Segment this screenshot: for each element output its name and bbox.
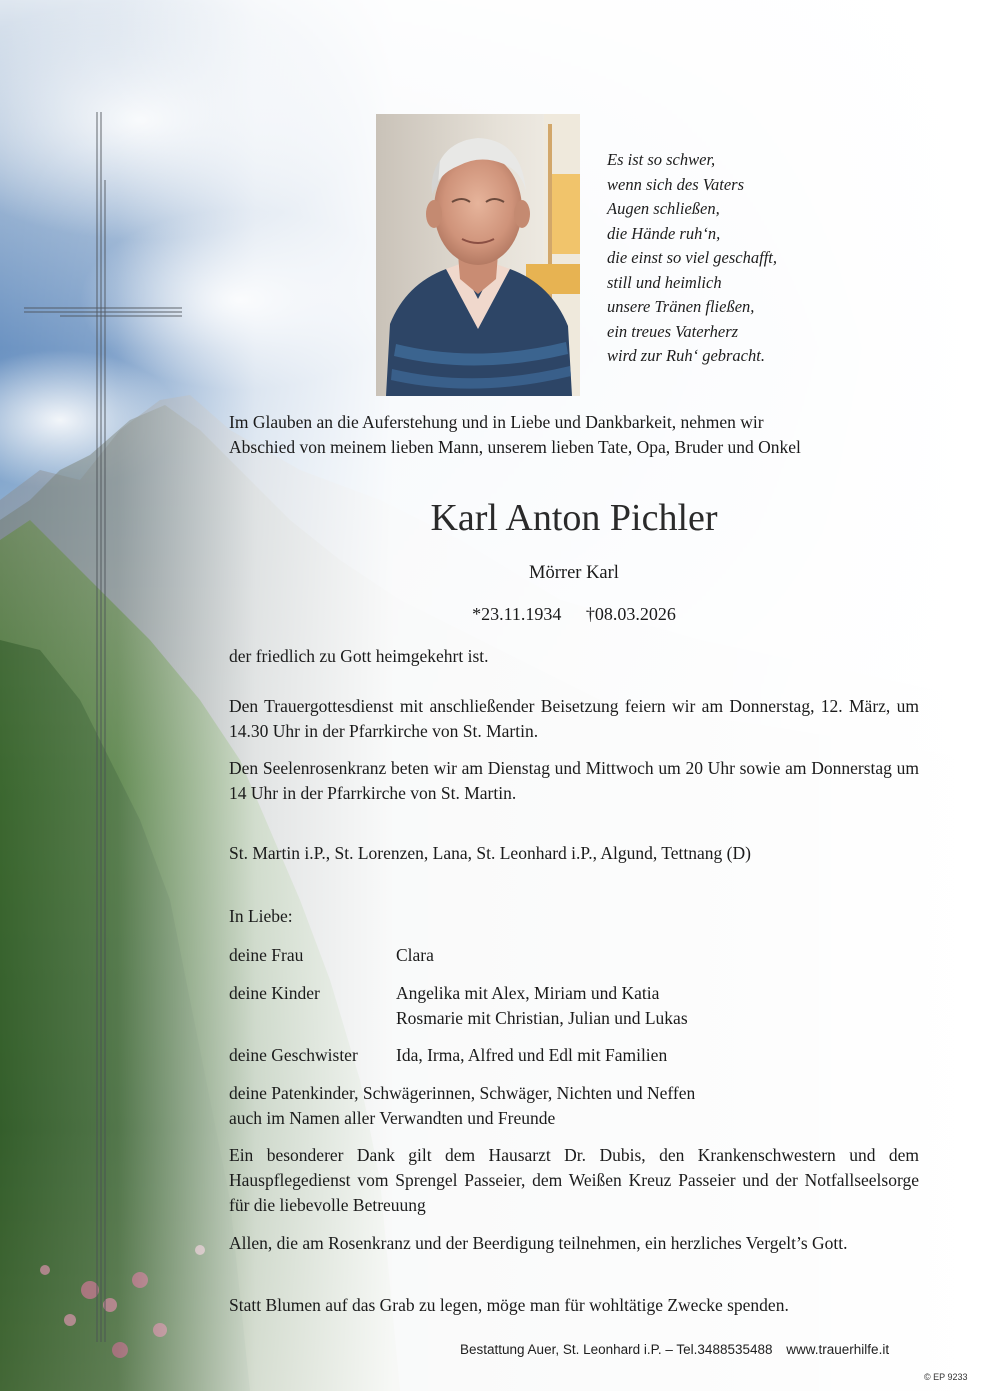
family-members bbox=[396, 1043, 916, 1068]
poem bbox=[607, 148, 777, 369]
poem-line: Augen schließen, bbox=[607, 199, 720, 218]
patenkinder-line: deine Patenkinder, Schwägerinnen, Schwäger, Nichten und Neffen bbox=[229, 1083, 696, 1103]
family-label: deine Frau bbox=[229, 945, 304, 965]
death-date: †08.03.2026 bbox=[585, 604, 676, 624]
family-members bbox=[396, 943, 916, 968]
poem-line: die einst so viel geschafft, bbox=[607, 248, 778, 267]
footer bbox=[460, 1342, 899, 1357]
website-link[interactable]: www.trauerhilfe.it bbox=[786, 1342, 890, 1357]
family-member-line: Clara bbox=[396, 945, 434, 965]
deceased-nickname: Mörrer Karl bbox=[529, 563, 619, 583]
poem-line: unsere Tränen fließen, bbox=[607, 297, 755, 316]
poem-line: wenn sich des Vaters bbox=[607, 174, 745, 194]
flowers-note: Statt Blumen auf das Grab zu legen, möge man für wohltätige Zwecke spenden. bbox=[229, 1295, 789, 1315]
rosenkranz-text: Den Seelenrosenkranz beten wir am Dienstag und Mittwoch um 20 Uhr sowie am Donnerstag um 14 Uhr in der Pfarrkirche von St. Martin. bbox=[229, 758, 919, 803]
patenkinder-text bbox=[229, 1081, 919, 1131]
heimgekehrt-text: der friedlich zu Gott heimgekehrt ist. bbox=[229, 646, 489, 666]
family-label: deine Kinder bbox=[229, 983, 320, 1003]
deceased-name: Karl Anton Pichler bbox=[430, 497, 718, 539]
portrait-photo bbox=[376, 114, 580, 396]
in-liebe-label: In Liebe: bbox=[229, 906, 293, 926]
family-member-line: Rosmarie mit Christian, Julian und Lukas bbox=[396, 1008, 688, 1028]
poem-line: Es ist so schwer, bbox=[607, 150, 716, 169]
places-text: St. Martin i.P., St. Lorenzen, Lana, St. Leonhard i.P., Algund, Tettnang (D) bbox=[229, 843, 751, 863]
family-label: deine Geschwister bbox=[229, 1045, 358, 1065]
gottesdienst-text: Den Trauergottesdienst mit anschließender Beisetzung feiern wir am Donnerstag, 12. März, um 14.30 Uhr in der Pfarrkirche von St. Martin. bbox=[229, 696, 919, 741]
poem-line: still und heimlich bbox=[607, 272, 722, 292]
birth-date: *23.11.1934 bbox=[472, 604, 562, 624]
undertaker-info: Bestattung Auer, St. Leonhard i.P. – Tel.3488535488 bbox=[460, 1342, 773, 1357]
intro-line: Abschied von meinem lieben Mann, unserem lieben Tate, Opa, Bruder und Onkel bbox=[229, 437, 801, 457]
family-members bbox=[396, 981, 916, 1031]
intro-line: Im Glauben an die Auferstehung und in Liebe und Dankbarkeit, nehmen wir bbox=[229, 412, 764, 432]
poem-line: ein treues Vaterherz bbox=[607, 321, 739, 341]
cross-icon bbox=[24, 112, 182, 1342]
family-member-line: Ida, Irma, Alfred und Edl mit Familien bbox=[396, 1045, 668, 1065]
patenkinder-line: auch im Namen aller Verwandten und Freunde bbox=[229, 1108, 556, 1128]
poem-line: wird zur Ruh‘ gebracht. bbox=[607, 346, 765, 365]
family-member-line: Angelika mit Alex, Miriam und Katia bbox=[396, 983, 660, 1003]
poem-line: die Hände ruh‘n, bbox=[607, 223, 721, 243]
thanks-text: Ein besonderer Dank gilt dem Hausarzt Dr. Dubis, den Krankenschwestern und dem Hauspflegedienst vom Sprengel Passeier, dem Weißen Kreuz Passeier und der Notfallseelsorge für die liebevolle Betreuung bbox=[229, 1145, 919, 1215]
print-code: © EP 9233 bbox=[924, 1372, 968, 1382]
intro-text bbox=[229, 410, 919, 460]
vergelts-text: Allen, die am Rosenkranz und der Beerdigung teilnehmen, ein herzliches Vergelt’s Gott. bbox=[229, 1233, 848, 1253]
life-dates bbox=[229, 604, 919, 625]
